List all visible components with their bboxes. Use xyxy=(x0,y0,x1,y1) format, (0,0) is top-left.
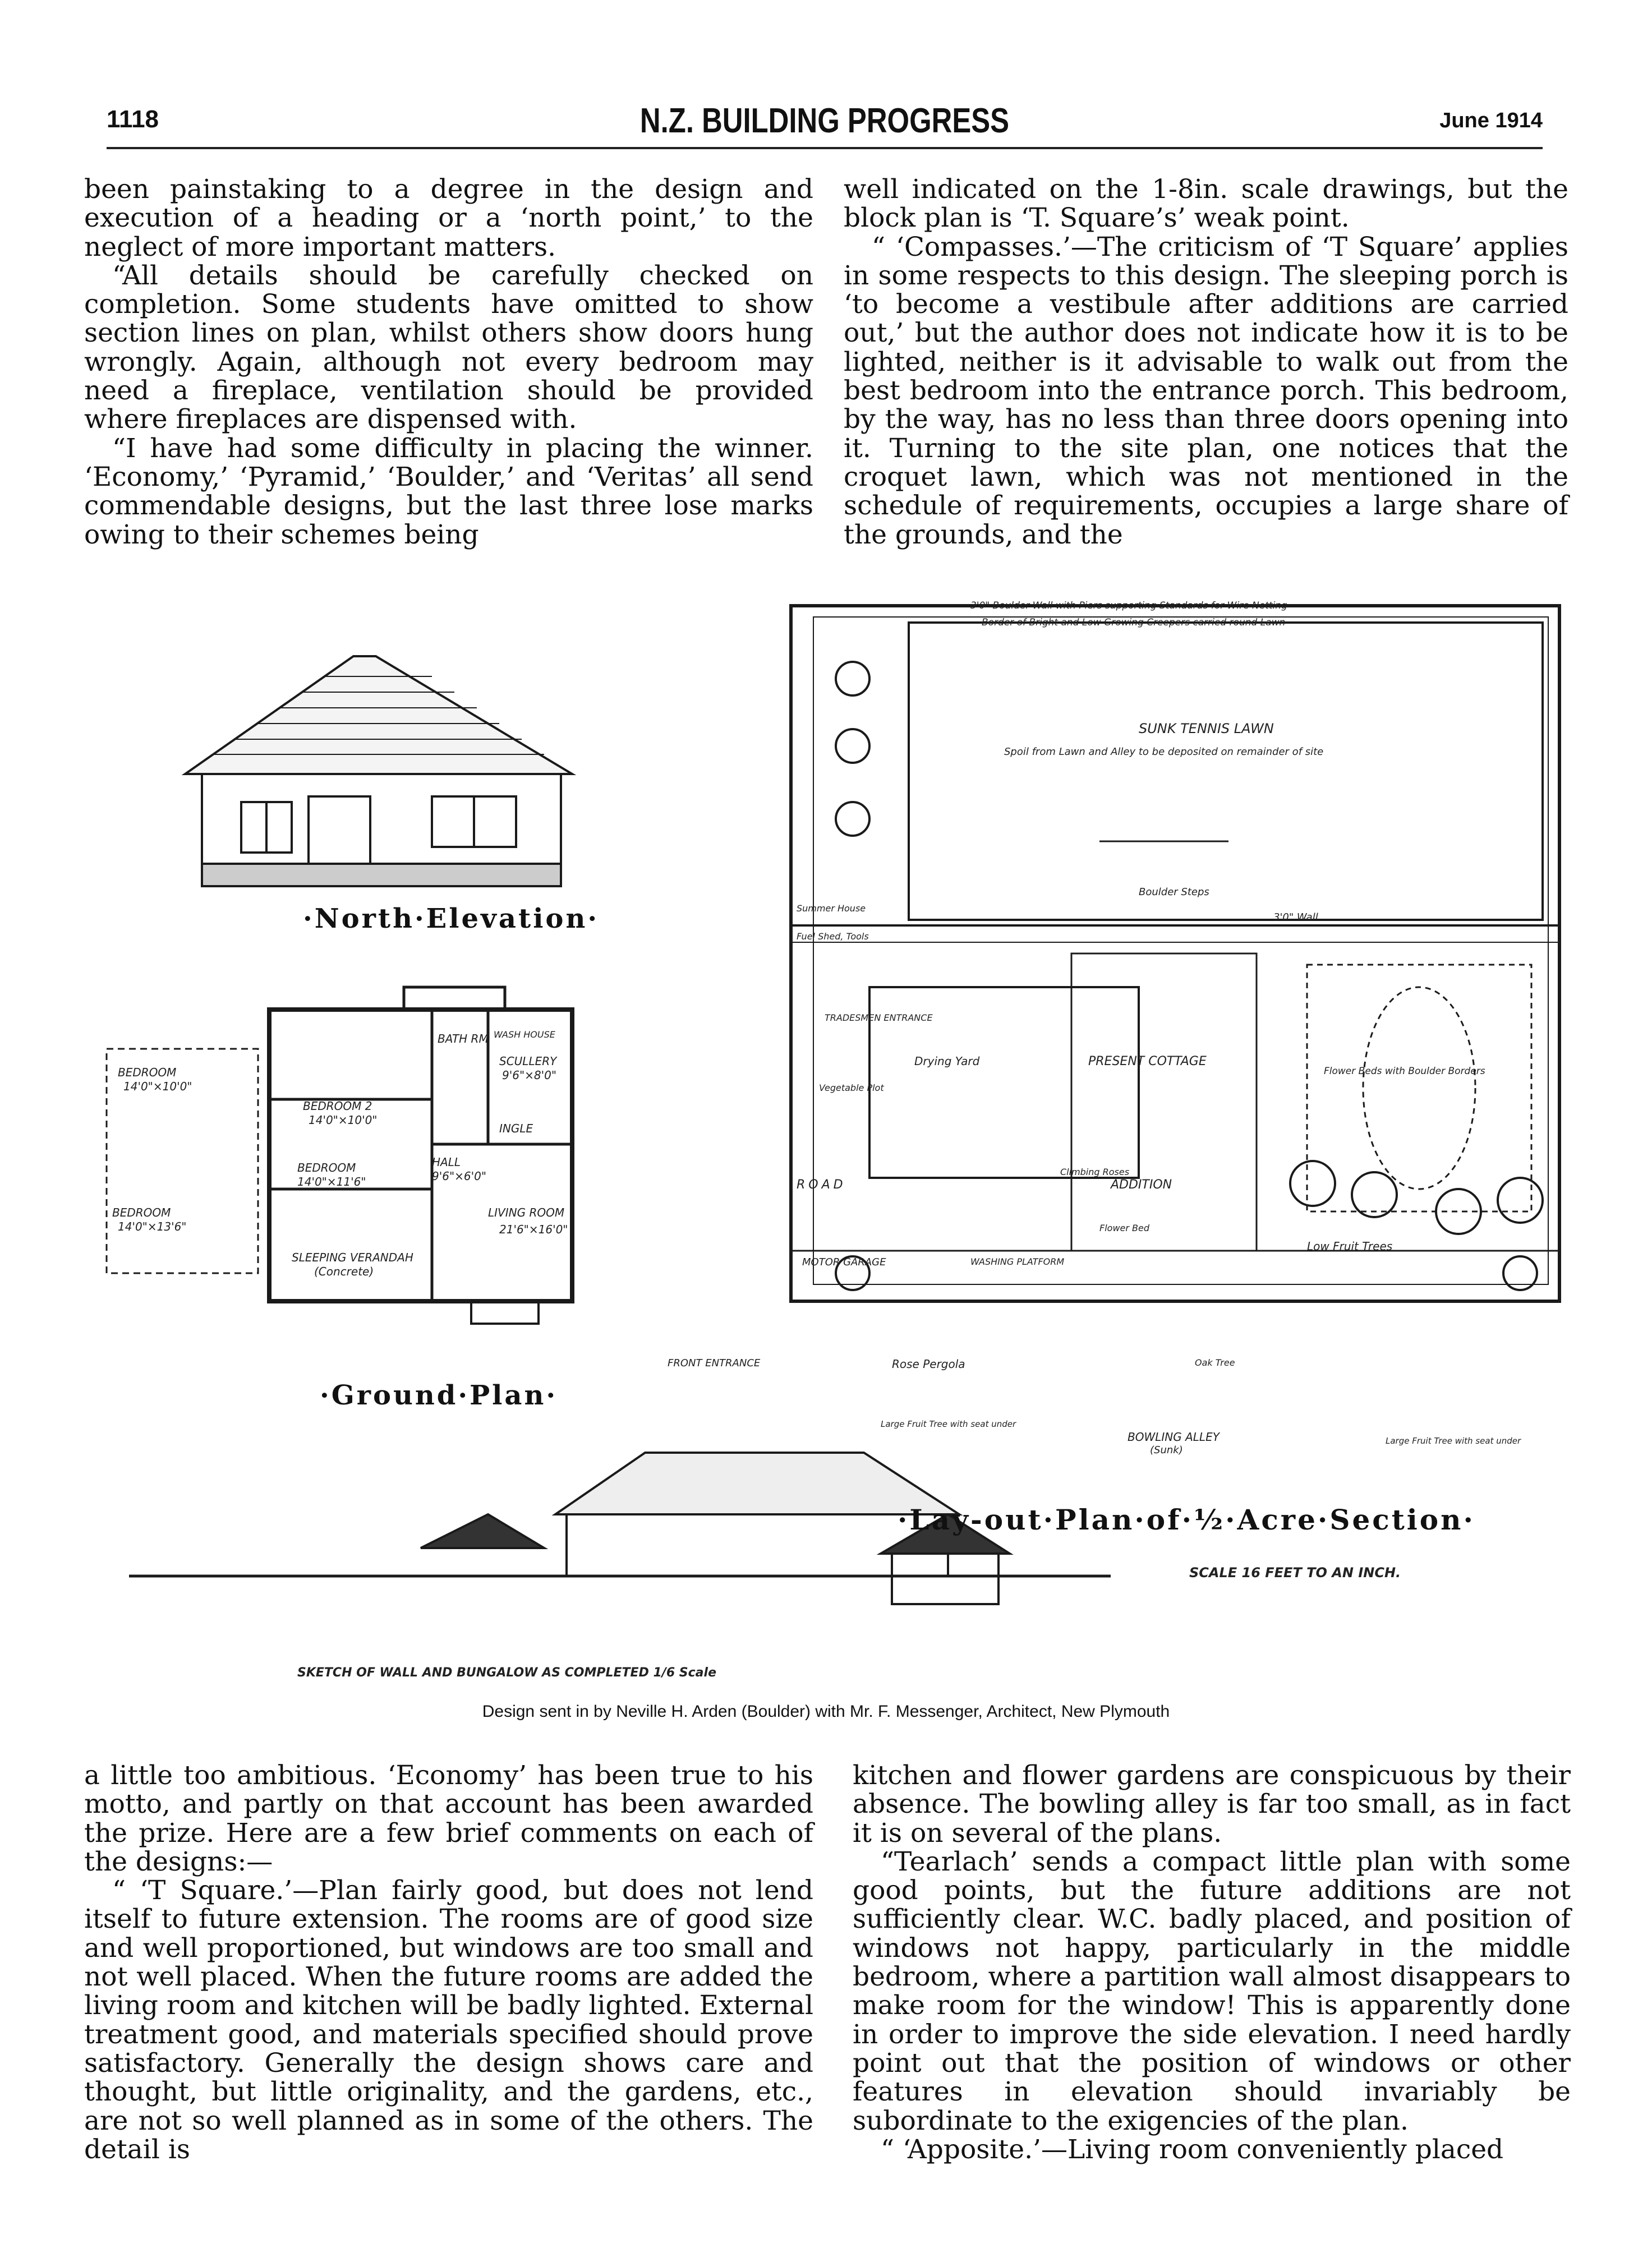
tradesmen-entrance-label: TRADESMEN ENTRANCE xyxy=(825,1012,933,1023)
column-bottom-right xyxy=(853,1761,1571,2164)
site-plan-drawing xyxy=(791,606,1559,1301)
room-size: 14'0"×10'0" xyxy=(309,1113,378,1127)
summer-house-label: Summer House xyxy=(797,903,866,914)
steps-label: Boulder Steps xyxy=(1139,886,1209,898)
paragraph: a little too ambitious. ‘Economy’ has been true to his motto, and partly on that account has been awarded the prize. Here are a few brief comments on each of the designs:— xyxy=(84,1760,813,1877)
drying-yard-label: Drying Yard xyxy=(914,1054,980,1068)
climbing-roses-label: Climbing Roses xyxy=(1060,1167,1130,1177)
drawing-linework xyxy=(84,561,1576,1716)
paragraph: “I have had some difficulty in placing the winner. ‘Economy,’ ‘Pyramid,’ ‘Boulder,’ and ‘Veritas’ all send commendable designs, but the last three lose marks owing to their schemes being xyxy=(84,432,813,550)
fruit-tree-seat-label: Large Fruit Tree with seat under xyxy=(881,1419,1016,1429)
vegetable-plot-label: Vegetable Plot xyxy=(819,1082,884,1093)
paragraph: been painstaking to a degree in the design and execution of a heading or a ‘north point,’ to the neglect of more important matters. xyxy=(84,174,813,262)
garage-label: MOTOR GARAGE xyxy=(802,1256,886,1268)
north-elevation-title: ·North·Elevation· xyxy=(303,903,600,934)
room-size: 14'0"×11'6" xyxy=(297,1175,366,1188)
column-top-right xyxy=(844,175,1568,549)
entrance-label: FRONT ENTRANCE xyxy=(668,1357,761,1369)
issue-date: June 1914 xyxy=(1439,109,1543,132)
publication-title: N.Z. BUILDING PROGRESS xyxy=(639,102,1010,140)
north-elevation-drawing xyxy=(185,656,572,886)
border-label: Border of Bright and Low Growing Creepers carried round Lawn xyxy=(982,617,1286,628)
tennis-lawn-label: SUNK TENNIS LAWN xyxy=(1139,721,1274,736)
paragraph: kitchen and flower gardens are conspicuous by their absence. The bowling alley is far too small, as in fact it is on several of the plans. xyxy=(853,1760,1571,1849)
flower-beds-label: Flower Beds with Boulder Borders xyxy=(1324,1066,1485,1077)
room-label: BATH RM xyxy=(438,1032,489,1045)
page-number: 1118 xyxy=(107,105,159,133)
room-label: WASH HOUSE xyxy=(494,1029,555,1040)
cottage-label: PRESENT COTTAGE xyxy=(1088,1054,1207,1068)
paragraph: “Tearlach’ sends a compact little plan with some good points, but the future additions are not sufficiently clear. W.C. badly placed, and position of windows not happy, particularly in the middle bedroom, where a partition wall almost disappears to make room for the window! This is apparently done in order to improve the side elevation. I need hardly point out that the position of windows or other features in elevation should invariably be subordinate to the exigencies of the plan. xyxy=(853,1846,1571,2136)
room-size: 9'6"×6'0" xyxy=(432,1169,487,1183)
paragraph: well indicated on the 1-8in. scale drawings, but the block plan is ‘T. Square’s’ weak point. xyxy=(844,174,1568,234)
column-top-left xyxy=(84,175,813,549)
room-label: SCULLERY xyxy=(499,1054,557,1068)
figure-caption: Design sent in by Neville H. Arden (Boulder) with Mr. F. Messenger, Architect, New Plymouth xyxy=(482,1702,1170,1721)
bowling-alley-label: BOWLING ALLEY xyxy=(1128,1430,1220,1444)
room-note: (Concrete) xyxy=(314,1265,374,1278)
sketch-caption: SKETCH OF WALL AND BUNGALOW AS COMPLETED 1/6 Scale xyxy=(297,1666,716,1680)
ground-plan-title: ·Ground·Plan· xyxy=(320,1380,558,1411)
flower-bed-label: Flower Bed xyxy=(1099,1223,1150,1233)
room-label: INGLE xyxy=(499,1122,533,1135)
room-label: BEDROOM xyxy=(297,1161,356,1174)
washing-platform-label: WASHING PLATFORM xyxy=(970,1256,1065,1267)
oak-tree-label: Oak Tree xyxy=(1195,1357,1235,1368)
header-rule xyxy=(107,147,1543,149)
paragraph: “ ‘T Square.’—Plan fairly good, but does not lend itself to future extension. The rooms are of good size and well proportioned, but windows are too small and not well placed. When the future rooms are added the living room and kitchen will be badly lighted. External treatment good, and materials specified should prove satisfactory. Generally the design shows care and thought, but little originality, and the gardens, etc., are not so well planned as in some of the others. The detail is xyxy=(84,1875,813,2165)
room-label: BEDROOM xyxy=(112,1206,171,1219)
room-size: 21'6"×16'0" xyxy=(499,1223,568,1236)
pergola-label: Rose Pergola xyxy=(892,1357,965,1371)
wall-label: 3'0" Wall xyxy=(1273,911,1318,923)
layout-plan-title: ·Lay-out·Plan·of·½·Acre·Section· xyxy=(898,1503,1475,1536)
architectural-figure xyxy=(84,561,1576,1716)
room-size: 14'0"×10'0" xyxy=(123,1080,192,1093)
fruit-trees-label: Low Fruit Trees xyxy=(1307,1240,1393,1253)
room-label: HALL xyxy=(432,1155,461,1169)
room-size: 14'0"×13'6" xyxy=(118,1220,187,1233)
room-label: SLEEPING VERANDAH xyxy=(292,1251,413,1264)
fruit-tree-seat-label: Large Fruit Tree with seat under xyxy=(1386,1436,1521,1446)
scale-note: SCALE 16 FEET TO AN INCH. xyxy=(1189,1565,1401,1581)
bowling-note: (Sunk) xyxy=(1150,1444,1183,1456)
room-label: LIVING ROOM xyxy=(488,1206,565,1219)
wall-label: 3'0" Boulder Wall with Piers supporting Standards for Wire Netting xyxy=(970,600,1287,611)
paragraph: “ ‘Apposite.’—Living room conveniently placed xyxy=(881,2134,1504,2165)
page-header xyxy=(107,102,1543,145)
column-bottom-left xyxy=(84,1761,813,2164)
fuel-shed-label: Fuel Shed, Tools xyxy=(797,931,869,942)
room-label: BEDROOM xyxy=(118,1066,177,1079)
tennis-note: Spoil from Lawn and Alley to be deposited on remainder of site xyxy=(1004,746,1324,758)
room-label: BEDROOM 2 xyxy=(303,1099,372,1113)
paragraph: “All details should be carefully checked on completion. Some students have omitted to show section lines on plan, whilst others show doors hung wrongly. Again, although not every bedroom may need a fireplace, ventilation should be provided where fireplaces are dispensed with. xyxy=(84,260,813,435)
addition-label: ADDITION xyxy=(1111,1178,1172,1192)
room-size: 9'6"×8'0" xyxy=(502,1068,557,1082)
road-label: ROAD xyxy=(797,1178,846,1192)
paragraph: “ ‘Compasses.’—The criticism of ‘T Square’ applies in some respects to this design. The sleeping porch is ‘to become a vestibule after additions are carried out,’ but the author does not indicate how it is to be lighted, neither is it advisable to walk out from the best bedroom into the entrance porch. This bedroom, by the way, has no less than three doors opening into it. Turning to the site plan, one notices that the croquet lawn, which was not mentioned in the schedule of requirements, occupies a large share of the grounds, and the xyxy=(844,231,1568,550)
